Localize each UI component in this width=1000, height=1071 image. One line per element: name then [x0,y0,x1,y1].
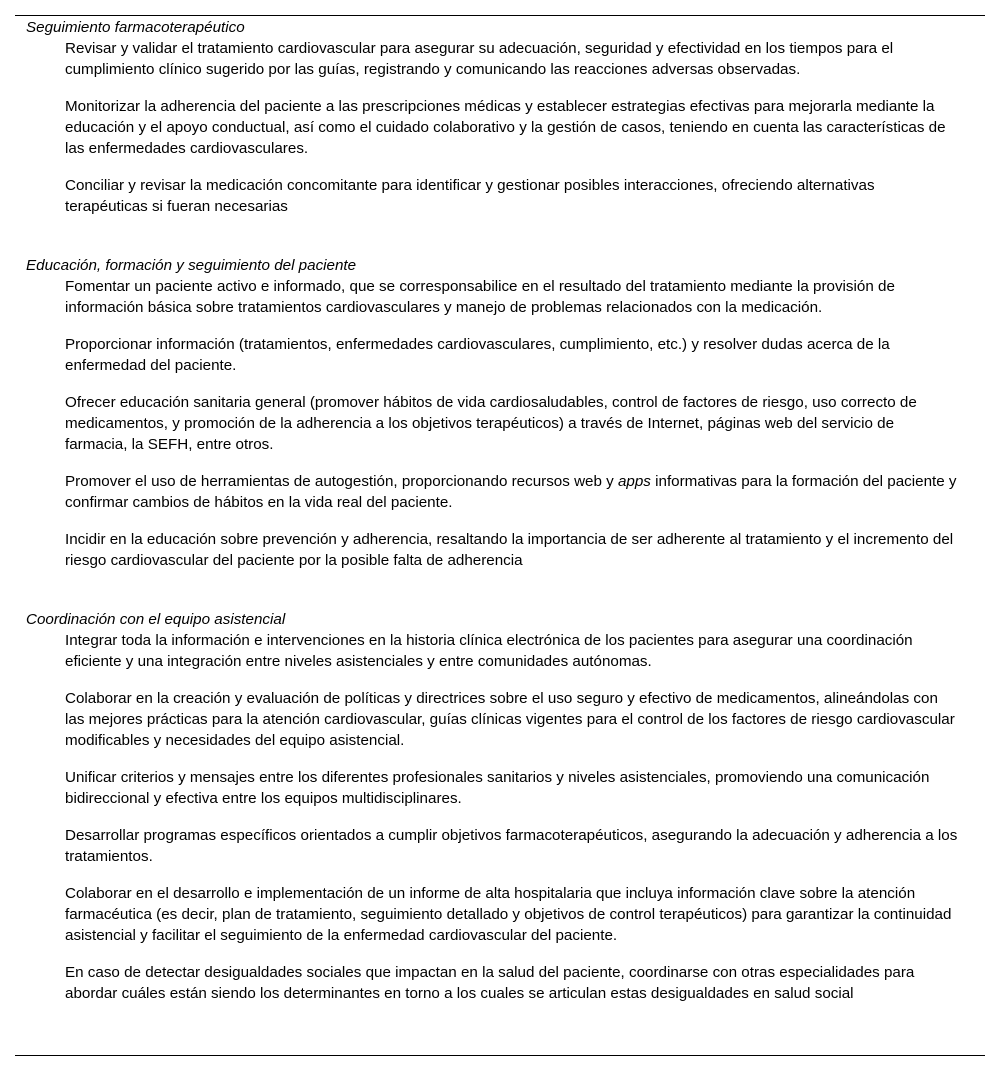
activities-table [0,17,1000,1004]
list-item: Revisar y validar el tratamiento cardiovascular para asegurar su adecuación, seguridad y efectividad en los tiempos para el cumplimiento clínico sugerido por las guías, registrando y comunicando las reacciones adversas observadas. [65,40,894,78]
section-seguimiento-farmacoterapeutico [0,17,1000,217]
section-title: Educación, formación y seguimiento del paciente [26,257,357,274]
list-item: Fomentar un paciente activo e informado, que se corresponsabilice en el resultado del tratamiento mediante la provisión de información básica sobre tratamientos cardiovasculares y manejo de problemas relacionados con la medicación. [65,278,895,316]
section-educacion-paciente [0,255,1000,571]
list-item: Conciliar y revisar la medicación concomitante para identificar y gestionar posibles interacciones, ofreciendo alternativas terapéuticas si fueran necesarias [65,177,875,215]
list-item: Ofrecer educación sanitaria general (promover hábitos de vida cardiosaludables, control de factores de riesgo, uso correcto de medicamentos, y promoción de la adherencia a los objetivos terapéuticos) a través de Internet, páginas web del servicio de farmacia, la SEFH, entre otros. [65,394,917,453]
list-item: Proporcionar información (tratamientos, enfermedades cardiovasculares, cumplimiento, etc.) y resolver dudas acerca de la enfermedad del paciente. [65,336,890,374]
list-item: Integrar toda la información e intervenciones en la historia clínica electrónica de los pacientes para asegurar una coordinación eficiente y una integración entre niveles asistenciales y entre comunidades autónomas. [65,632,913,670]
section-title: Seguimiento farmacoterapéutico [26,19,245,36]
list-item-text: informativas para la formación del paciente y confirmar cambios de hábitos en la vida real del paciente. [65,473,957,511]
table-top-rule [15,15,985,16]
list-item: Colaborar en la creación y evaluación de políticas y directrices sobre el uso seguro y efectivo de medicamentos, alineándolas con las mejores prácticas para la atención cardiovascular, guías clínicas vigentes para el control de los factores de riesgo cardiovascular modificables y necesidades del equipo asistencial. [65,690,955,749]
list-item: Monitorizar la adherencia del paciente a las prescripciones médicas y establecer estrategias efectivas para mejorarla mediante la educación y el apoyo conductual, así como el cuidado colaborativo y la gestión de casos, teniendo en cuenta las características de las enfermedades cardiovasculares. [65,98,946,157]
list-item: Unificar criterios y mensajes entre los diferentes profesionales sanitarios y niveles asistenciales, promoviendo una comunicación bidireccional y efectiva entre los equipos multidisciplinares. [65,769,930,807]
list-item: Colaborar en el desarrollo e implementación de un informe de alta hospitalaria que incluya información clave sobre la atención farmacéutica (es decir, plan de tratamiento, seguimiento detallado y objetivos de control terapéuticos) para garantizar la continuidad asistencial y facilitar el seguimiento de la enfermedad cardiovascular del paciente. [65,885,952,944]
list-item: Desarrollar programas específicos orientados a cumplir objetivos farmacoterapéuticos, asegurando la adecuación y adherencia a los tratamientos. [65,827,958,865]
section-coordinacion-equipo [0,609,1000,1004]
list-item: Incidir en la educación sobre prevención y adherencia, resaltando la importancia de ser adherente al tratamiento y el incremento del riesgo cardiovascular del paciente por la posible falta de adherencia [65,531,954,569]
list-item [65,471,960,513]
table-bottom-rule [15,1055,985,1056]
section-title: Coordinación con el equipo asistencial [26,611,286,628]
list-item-text: Promover el uso de herramientas de autogestión, proporcionando recursos web y [65,473,618,490]
section-spacer [0,571,1000,609]
section-spacer [0,217,1000,255]
list-item: En caso de detectar desigualdades sociales que impactan en la salud del paciente, coordinarse con otras especialidades para abordar cuáles están siendo los determinantes en torno a los cuales se articulan estas desigualdades en salud social [65,964,915,1002]
list-item-italic-term: apps [617,473,651,490]
